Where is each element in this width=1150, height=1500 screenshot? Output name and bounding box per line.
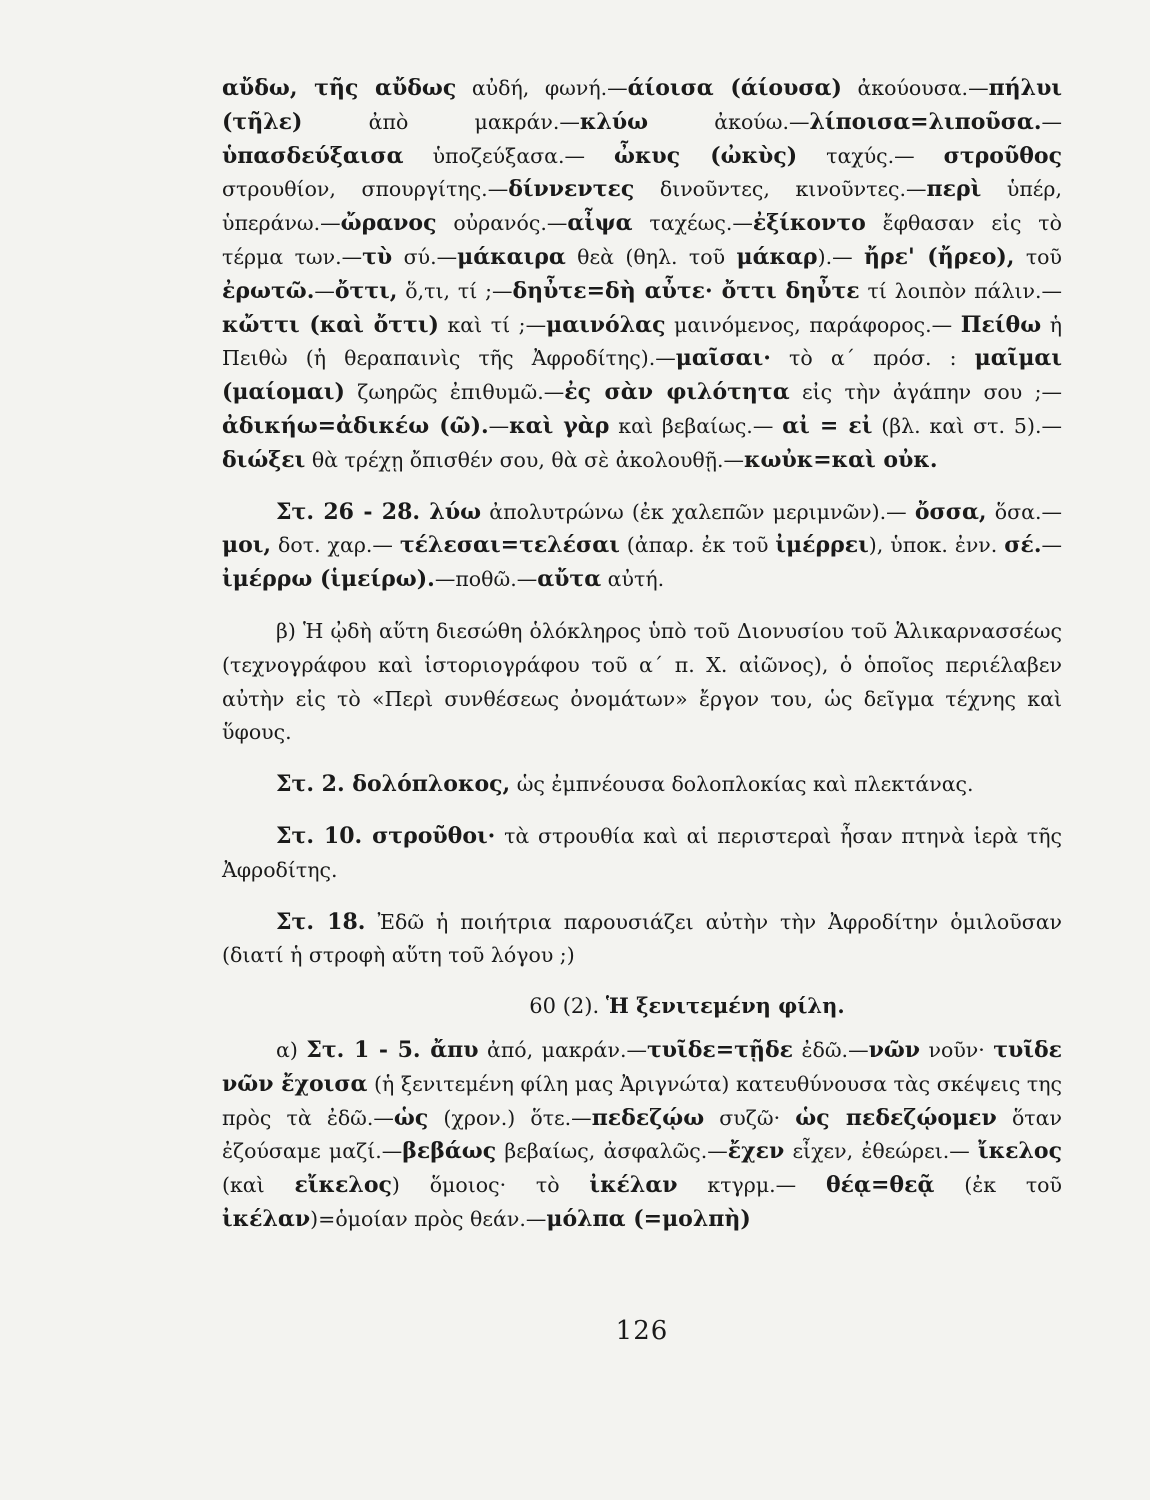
lemma: ἴκελος — [977, 1138, 1062, 1165]
gloss: ὅ,τι, τί ;— — [397, 278, 513, 303]
lemma: ἰμέρρω (ἱμείρω). — [222, 566, 435, 593]
gloss: ὑποζεύξασα.— — [403, 143, 614, 168]
lemma: πεδεζῴω — [591, 1104, 705, 1131]
gloss: θὰ τρέχῃ ὄπισθέν σου, θὰ σὲ ἀκολουθῇ.— — [305, 447, 745, 472]
commentary-paragraph — [222, 72, 1062, 478]
gloss: (ἡ ξενιτεμένη φίλη μας Ἀριγνώτα) κατευθύνουσα τὰς σκέψεις της πρὸς τὰ ἐδῶ.— — [222, 1071, 1062, 1130]
lemma: ὦκυς (ὠκὺς) — [614, 142, 798, 169]
commentary-paragraph — [222, 906, 1062, 974]
lemma: μόλπα (=μολπὴ) — [546, 1205, 751, 1232]
lemma: ἰκέλαν — [222, 1205, 311, 1232]
lemma: μοι, — [222, 532, 272, 559]
lemma: Στ. 26 - 28. λύω — [276, 498, 482, 525]
lemma: κὤττι (καὶ ὄττι) — [222, 311, 439, 338]
lemma: ὡς — [393, 1104, 429, 1131]
lemma: ἐρωτῶ. — [222, 277, 315, 304]
gloss: — — [314, 278, 335, 303]
lemma: μάκαιρα — [457, 243, 566, 270]
gloss: δοτ. χαρ.— — [271, 533, 400, 558]
gloss: ταχέως.— — [632, 211, 753, 236]
gloss: νοῦν· — [920, 1037, 994, 1062]
lemma: ἔχεν — [727, 1138, 785, 1165]
section-paragraph — [222, 1034, 1062, 1237]
lemma: δίννεντες — [508, 176, 635, 203]
lemma: ὤρανος — [340, 210, 437, 237]
gloss: (χρον.) ὅτε.— — [428, 1105, 592, 1130]
gloss: αὐδή, φωνή.— — [456, 76, 628, 100]
gloss: ταχύς.— — [797, 143, 944, 168]
gloss: καὶ βεβαίως.— — [609, 413, 783, 438]
commentary-paragraph — [222, 496, 1062, 597]
gloss: θεὰ (θηλ. τοῦ — [565, 244, 737, 269]
lemma: αὔτα — [537, 566, 602, 593]
section-title: Ἡ ξενιτεμένη φίλη. — [605, 993, 845, 1019]
gloss: ὡς ἐμπνέουσα δολοπλοκίας καὶ πλεκτάνας. — [510, 772, 974, 797]
gloss: ἀπό, μακράν.— — [478, 1037, 647, 1062]
gloss: ὅταν ἐζούσαμε μαζί.— — [222, 1105, 1062, 1164]
gloss: — — [1041, 109, 1062, 134]
gloss: Ἐδῶ ἡ ποιήτρια παρουσιάζει αὐτὴν τὴν Ἀφροδίτην ὁμιλοῦσαν (διατί ἡ στροφὴ αὕτη τοῦ λόγου ;) — [222, 909, 1063, 968]
lemma: βεβάως — [402, 1138, 497, 1165]
lemma: στροῦθος — [943, 142, 1062, 169]
section-number: 60 (2). — [529, 994, 600, 1019]
lemma: τὺ — [362, 243, 393, 270]
gloss: ἀκούω.— — [648, 109, 810, 134]
lemma: μάκαρ — [736, 243, 818, 270]
lemma: ἰμέρρει — [775, 532, 869, 559]
lemma: πήλυι (τῆλε) — [222, 75, 1063, 135]
gloss: τοῦ — [1014, 244, 1062, 269]
lemma: ἰκέλαν — [589, 1172, 678, 1199]
lemma: αὔδω, τῆς αὔδως — [222, 75, 457, 101]
gloss: δινοῦντες, κινοῦντες.— — [634, 177, 927, 202]
gloss: ζωηρῶς ἐπιθυμῶ.— — [344, 380, 565, 405]
gloss: ὑπέρ, ὑπεράνω.— — [222, 177, 1062, 236]
lemma: λίποισα=λιποῦσα. — [809, 108, 1042, 135]
gloss: τὸ α΄ πρόσ. : — [770, 346, 975, 371]
lemma: ἀδικήω=ἀδικέω (ῶ). — [222, 412, 489, 439]
lemma: σέ. — [1004, 532, 1042, 559]
lemma: μαῖσαι· — [675, 345, 771, 372]
lemma: Πείθω — [960, 311, 1042, 338]
lemma: κλύω — [579, 108, 649, 135]
gloss: ), ὑποκ. ἐνν. — [868, 533, 1005, 558]
gloss: ).— — [817, 244, 864, 269]
gloss: τὰ στρουθία καὶ αἱ περιστεραὶ ἦσαν πτηνὰ ἱερὰ τῆς Ἀφροδίτης. — [222, 823, 1062, 882]
lemma: ὑπασδεύξαισα — [222, 142, 404, 169]
gloss: αὐτή. — [601, 567, 665, 592]
lemma: ἤρε' (ἤρεο), — [864, 243, 1015, 270]
lemma: περὶ — [926, 176, 982, 203]
lemma: νῶν — [868, 1036, 921, 1063]
lemma: δηὖτε=δὴ αὖτε· ὄττι δηὖτε — [512, 277, 860, 304]
gloss: —ποθῶ.— — [434, 567, 538, 592]
lemma: αἶψα — [567, 210, 633, 237]
lemma: Στ. 1 - 5. ἄπυ — [306, 1036, 479, 1063]
commentary-paragraph: β) Ἡ ᾠδὴ αὕτη διεσώθη ὁλόκληρος ὑπὸ τοῦ Διονυσίου τοῦ Ἁλικαρνασσέως (τεχνογράφου καὶ ἱστοριογράφου τοῦ α΄ π. Χ. αἰῶνος), ὁ ὁποῖος περιέλαβεν αὐτὴν εἰς τὸ «Περὶ συνθέσεως ὀνομάτων» ἔργον του, ὡς δεῖγμα τέχνης καὶ ὕφους. — [222, 618, 1062, 745]
gloss: κτγρμ.— — [677, 1173, 826, 1198]
gloss: ἐδῶ.— — [793, 1037, 869, 1062]
gloss: α) — [276, 1037, 307, 1062]
lemma: ὄττι, — [334, 277, 398, 304]
lemma: μαῖμαι (μαίομαι) — [222, 345, 1062, 406]
lemma: καὶ γὰρ — [509, 412, 610, 439]
gloss: ἔφθασαν εἰς τὸ τέρμα των.— — [222, 211, 1062, 269]
lemma: Στ. 18. — [276, 908, 366, 935]
lemma: ὡς πεδεζῴομεν — [795, 1104, 997, 1131]
lemma: ὄσσα, — [914, 498, 987, 525]
gloss: τί λοιπὸν πάλιν.— — [859, 278, 1062, 303]
lemma: κωὐκ=καὶ οὐκ. — [744, 446, 938, 473]
lemma: ἐς σὰν φιλότητα — [564, 379, 790, 406]
gloss: συζῶ· — [704, 1105, 796, 1130]
gloss: σύ.— — [392, 244, 458, 269]
lemma: Στ. 2. δολόπλοκος, — [276, 771, 511, 798]
gloss: ) ὅμοιος· τὸ — [391, 1173, 590, 1198]
gloss: ἡ Πειθὼ (ἡ θεραπαινὶς τῆς Ἀφροδίτης).— — [222, 312, 1062, 371]
section-heading — [222, 989, 1062, 1024]
gloss: μαινόμενος, παράφορος.— — [665, 312, 961, 337]
gloss: — — [1041, 533, 1062, 558]
commentary-paragraph — [222, 820, 1062, 888]
gloss: )=ὁμοίαν πρὸς θεάν.— — [310, 1206, 547, 1231]
gloss: (ἀπαρ. ἐκ τοῦ — [619, 533, 776, 558]
gloss: εἰς τὴν ἀγάπην σου ;— — [789, 380, 1062, 405]
gloss: (ἐκ τοῦ — [934, 1173, 1062, 1198]
lemma: τυῖδε=τῇδε — [646, 1036, 794, 1063]
lemma: εἴκελος — [294, 1172, 392, 1199]
gloss: στρουθίον, σπουργίτης.— — [222, 177, 509, 202]
lemma: τέλεσαι=τελέσαι — [399, 532, 620, 559]
gloss: ἀκούουσα.— — [841, 76, 989, 100]
gloss: ἀπὸ μακράν.— — [302, 109, 580, 134]
gloss: — — [488, 413, 510, 438]
gloss: ὅσα.— — [986, 499, 1062, 524]
lemma: Στ. 10. στροῦθοι· — [276, 822, 496, 849]
lemma: τυῖδε νῶν ἔχοισα — [222, 1036, 1063, 1097]
lemma: μαινόλας — [546, 311, 666, 338]
lemma: αἰ = εἰ — [782, 412, 873, 439]
gloss: (βλ. καὶ στ. 5).— — [872, 413, 1062, 438]
lemma: θέᾳ=θεᾷ — [826, 1172, 935, 1199]
lemma: άίοισα (άίουσα) — [627, 75, 842, 101]
page-number: 126 — [615, 1316, 669, 1346]
lemma: διώξει — [222, 446, 306, 473]
gloss: εἶχεν, ἐθεώρει.— — [784, 1139, 978, 1164]
gloss: (καὶ — [222, 1173, 295, 1198]
gloss: βεβαίως, ἀσφαλῶς.— — [496, 1139, 728, 1164]
gloss: οὐρανός.— — [436, 211, 568, 236]
lemma: ἐξίκοντο — [752, 210, 866, 237]
gloss: ἀπολυτρώνω (ἐκ χαλεπῶν μεριμνῶν).— — [481, 499, 915, 524]
commentary-paragraph — [222, 768, 1062, 802]
gloss: καὶ τί ;— — [438, 312, 547, 337]
